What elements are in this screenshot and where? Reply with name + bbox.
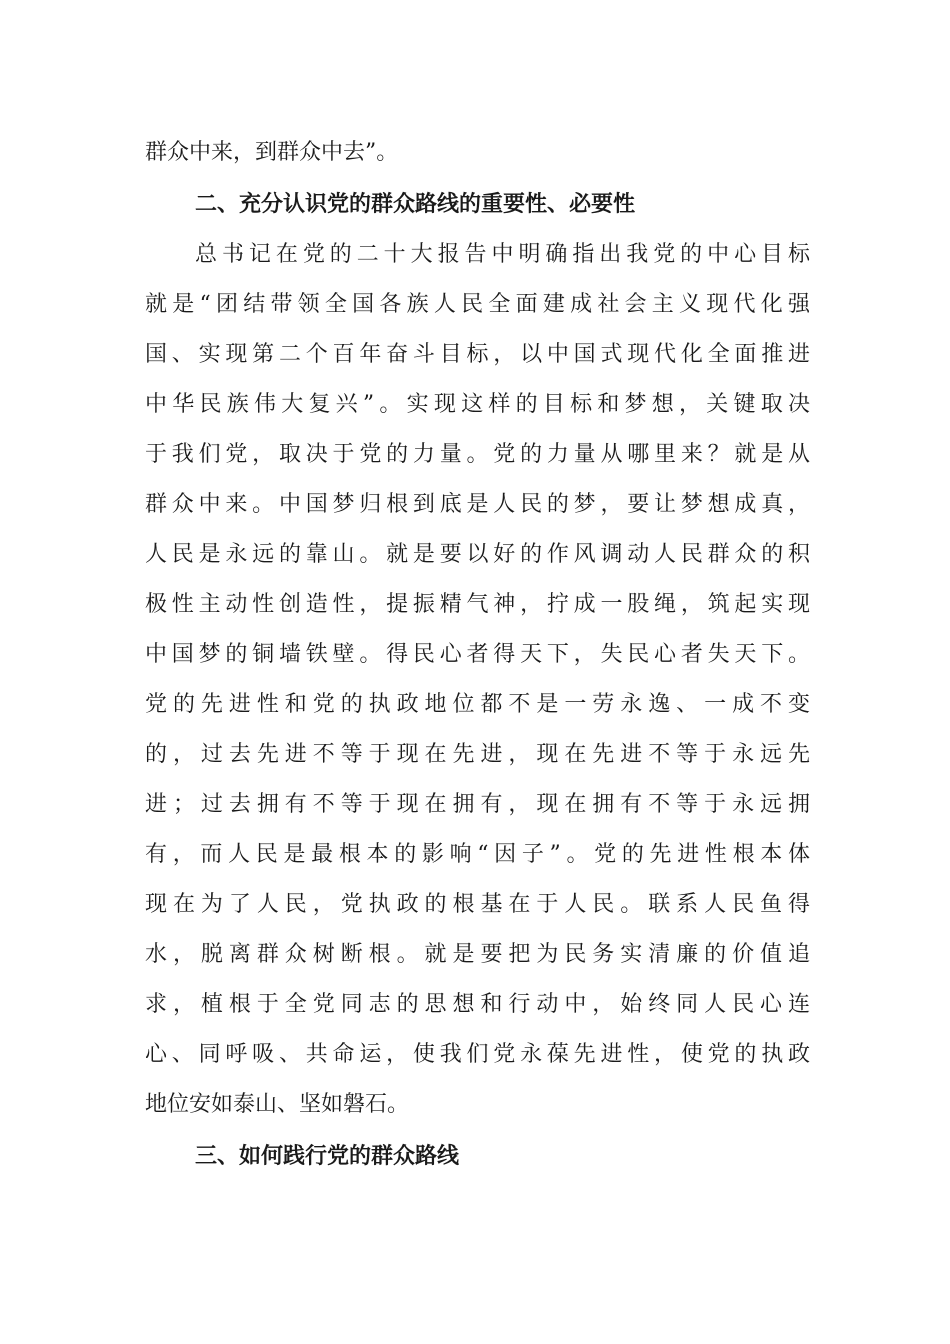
document-body xyxy=(145,128,810,1182)
paragraph-line: 进；过去拥有不等于现在拥有，现在拥有不等于永远拥 xyxy=(145,792,810,817)
paragraph-line: 党的先进性和党的执政地位都不是一劳永逸、一成不变 xyxy=(145,692,810,717)
continuation-line: 群众中来，到群众中去”。 xyxy=(145,140,399,165)
section-three-heading: 三、如何践行党的群众路线 xyxy=(195,1144,460,1169)
paragraph-line: 有，而人民是最根本的影响“因子”。党的先进性根本体 xyxy=(145,842,810,867)
paragraph-line: 于我们党，取决于党的力量。党的力量从哪里来？就是从 xyxy=(145,442,810,467)
paragraph-line: 求，植根于全党同志的思想和行动中，始终同人民心连 xyxy=(145,992,810,1017)
paragraph-line: 地位安如泰山、坚如磐石。 xyxy=(145,1092,410,1117)
paragraph-line: 心、同呼吸、共命运，使我们党永葆先进性，使党的执政 xyxy=(145,1042,810,1067)
paragraph-line: 总书记在党的二十大报告中明确指出我党的中心目标 xyxy=(195,242,810,267)
paragraph-line: 中国梦的铜墙铁壁。得民心者得天下，失民心者失天下。 xyxy=(145,642,810,667)
paragraph-line: 就是“团结带领全国各族人民全面建成社会主义现代化强 xyxy=(145,292,810,317)
paragraph-line: 的，过去先进不等于现在先进，现在先进不等于永远先 xyxy=(145,742,810,767)
section-two-heading: 二、充分认识党的群众路线的重要性、必要性 xyxy=(195,192,636,217)
section-two-paragraph xyxy=(145,230,810,1130)
paragraph-line: 现在为了人民，党执政的根基在于人民。联系人民鱼得 xyxy=(145,892,810,917)
paragraph-line: 水，脱离群众树断根。就是要把为民务实清廉的价值追 xyxy=(145,942,810,967)
paragraph-line: 极性主动性创造性，提振精气神，拧成一股绳，筑起实现 xyxy=(145,592,810,617)
paragraph-line: 群众中来。中国梦归根到底是人民的梦，要让梦想成真， xyxy=(145,492,810,517)
paragraph-line: 人民是永远的靠山。就是要以好的作风调动人民群众的积 xyxy=(145,542,810,567)
paragraph-line: 中华民族伟大复兴”。实现这样的目标和梦想，关键取决 xyxy=(145,392,810,417)
paragraph-line: 国、实现第二个百年奋斗目标，以中国式现代化全面推进 xyxy=(145,342,810,367)
